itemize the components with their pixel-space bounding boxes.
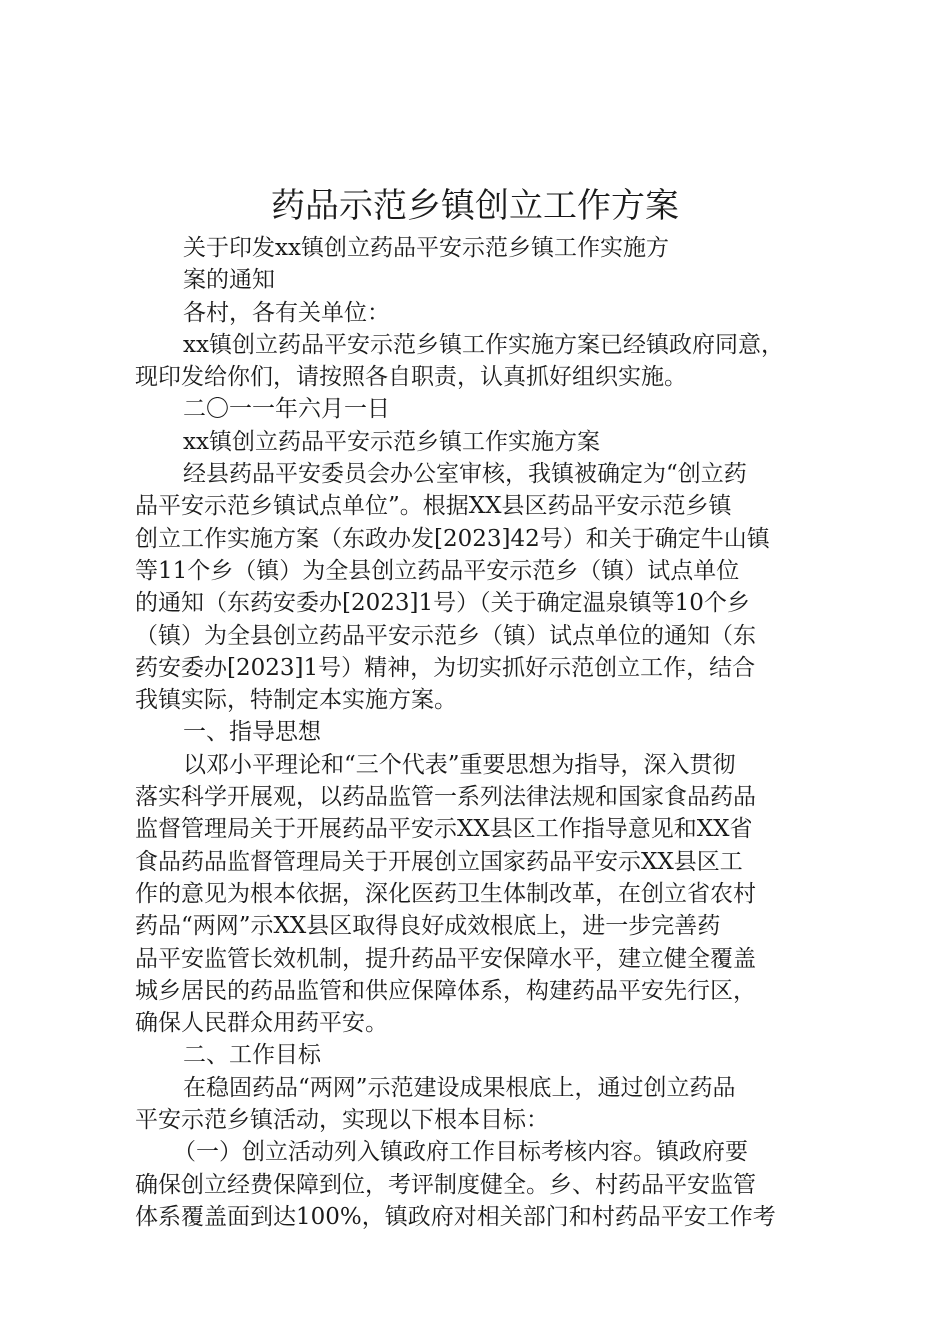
text-line: 二〇一一年六月一日 <box>183 396 390 423</box>
text-line: 以邓小平理论和“三个代表”重要思想为指导，深入贯彻 <box>183 751 736 778</box>
text-line: 我镇实际，特制定本实施方案。 <box>135 687 457 714</box>
text-line: 创立工作实施方案（东政办发[2023]42号）和关于确定牛山镇 <box>135 525 770 552</box>
text-line: 作的意见为根本依据，深化医药卫生体制改革，在创立省农村 <box>135 880 756 907</box>
document-body <box>135 232 827 1233</box>
text-line: 确保人民群众用药平安。 <box>135 1010 388 1037</box>
text-line: 品平安监管长效机制，提升药品平安保障水平，建立健全覆盖 <box>135 945 756 972</box>
text-line: 等11个乡（镇）为全县创立药品平安示范乡（镇）试点单位 <box>135 557 740 584</box>
text-line: 在稳固药品“两网”示范建设成果根底上，通过创立药品 <box>183 1074 736 1101</box>
text-line: （镇）为全县创立药品平安示范乡（镇）试点单位的通知（东 <box>135 622 756 649</box>
text-line: xx镇创立药品平安示范乡镇工作实施方案 <box>183 428 600 455</box>
section-heading: 二、工作目标 <box>183 1042 321 1069</box>
text-line: 案的通知 <box>183 267 275 294</box>
section-heading: 一、指导思想 <box>183 719 321 746</box>
text-line: xx镇创立药品平安示范乡镇工作实施方案已经镇政府同意， <box>183 331 784 358</box>
text-line: 现印发给你们，请按照各自职责，认真抓好组织实施。 <box>135 364 687 391</box>
text-line: 平安示范乡镇活动，实现以下根本目标： <box>135 1107 549 1134</box>
text-line: 食品药品监督管理局关于开展创立国家药品平安示XX县区工 <box>135 848 743 875</box>
text-line: 药品“两网”示XX县区取得良好成效根底上，进一步完善药 <box>135 913 721 940</box>
text-line: 品平安示范乡镇试点单位”。根据XX县区药品平安示范乡镇 <box>135 493 732 520</box>
text-line: 各村，各有关单位： <box>183 299 390 326</box>
document-title: 药品示范乡镇创立工作方案 <box>271 186 679 226</box>
text-line: 的通知（东药安委办[2023]1号）（关于确定温泉镇等10个乡 <box>135 590 750 617</box>
text-line: 城乡居民的药品监管和供应保障体系，构建药品平安先行区， <box>135 977 756 1004</box>
text-line: 关于印发xx镇创立药品平安示范乡镇工作实施方 <box>183 235 669 261</box>
text-line: 落实科学开展观，以药品监管一系列法律法规和国家食品药品 <box>135 784 756 811</box>
text-line: 确保创立经费保障到位，考评制度健全。乡、村药品平安监管 <box>135 1171 756 1198</box>
text-line: 药安委办[2023]1号）精神，为切实抓好示范创立工作，结合 <box>135 654 756 681</box>
text-line: 经县药品平安委员会办公室审核，我镇被确定为“创立药 <box>183 461 747 488</box>
text-line: （一）创立活动列入镇政府工作目标考核内容。镇政府要 <box>173 1139 748 1166</box>
text-line: 体系覆盖面到达100%，镇政府对相关部门和村药品平安工作考 <box>135 1203 776 1230</box>
text-line: 监督管理局关于开展药品平安示XX县区工作指导意见和XX省 <box>135 816 753 843</box>
